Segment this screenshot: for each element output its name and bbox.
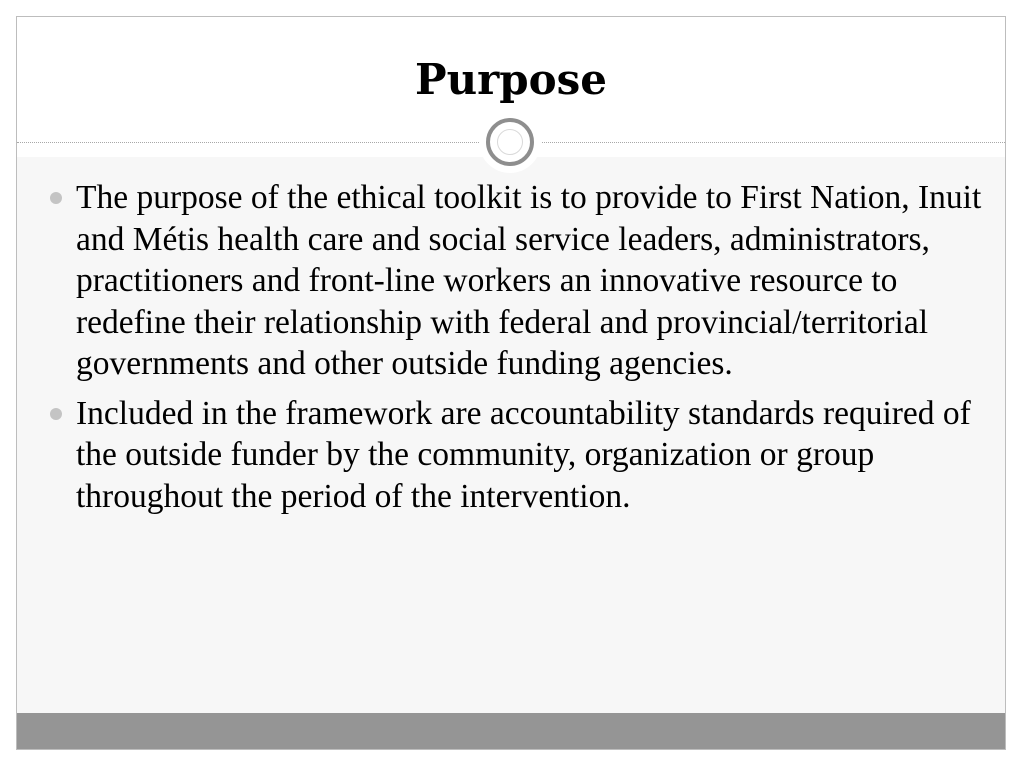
bullet-item	[47, 177, 987, 385]
bullet-item	[47, 393, 987, 518]
slide-title: Purpose	[415, 55, 607, 104]
bullet-list	[47, 177, 987, 525]
bullet-text: Included in the framework are accountability standards required of the outside funder by the community, organization or group throughout the period of the intervention.	[76, 394, 971, 515]
circle-ornament-icon	[486, 118, 534, 166]
ornament-inner-ring	[497, 129, 523, 155]
bullet-text: The purpose of the ethical toolkit is to provide to First Nation, Inuit and Métis health care and social service leaders, administrators, practitioners and front-line workers an innovative resource to redefine their relationship with federal and provincial/territorial governments and other outside funding agencies.	[76, 179, 982, 382]
slide	[16, 16, 1006, 750]
footer-band	[17, 713, 1005, 749]
bullet-dot-icon	[50, 408, 62, 420]
bullet-dot-icon	[50, 192, 62, 204]
